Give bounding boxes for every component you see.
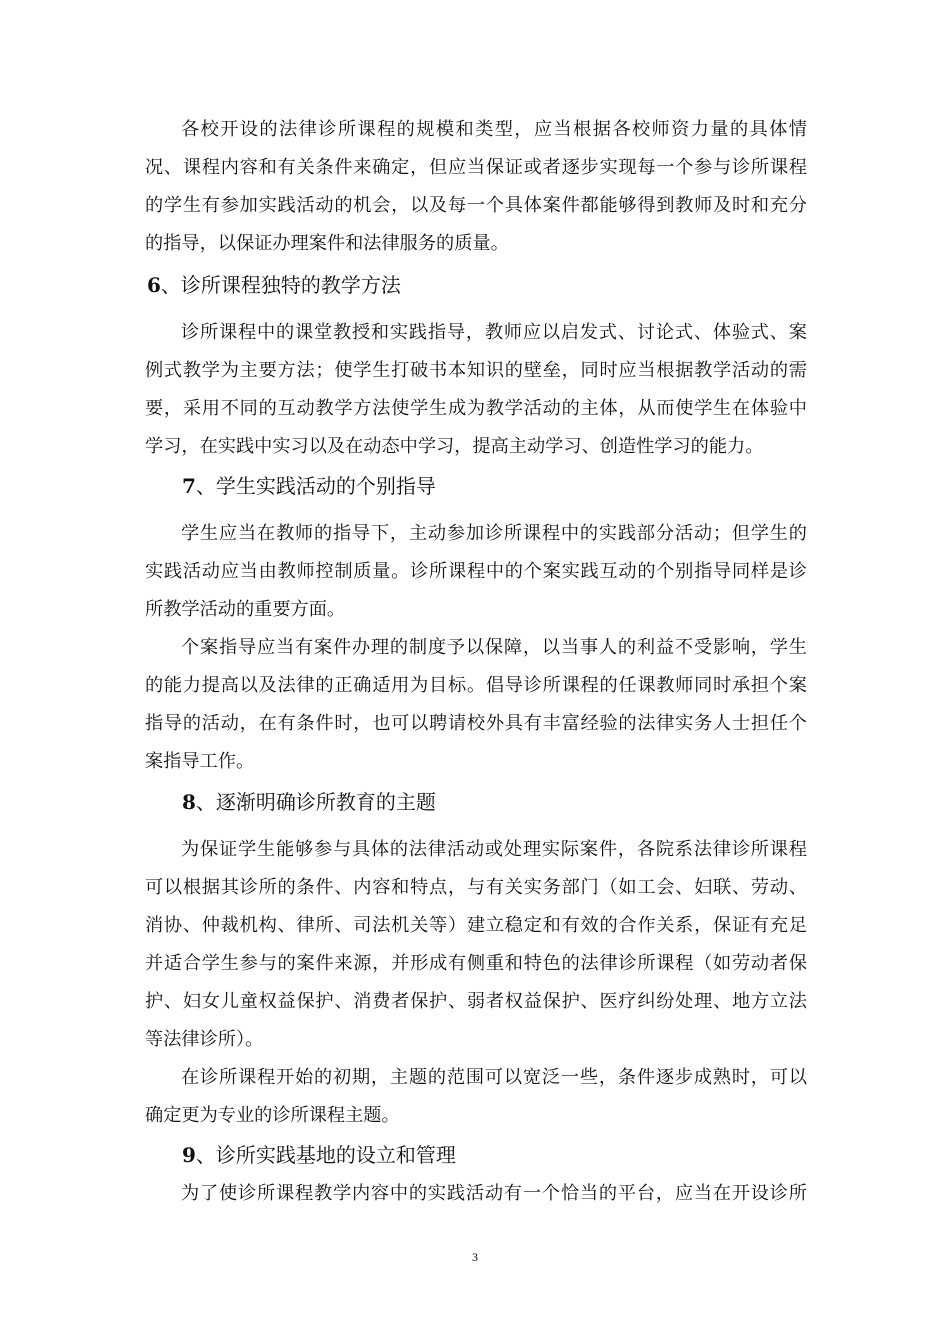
- paragraph-1-line-3: 的学生有参加实践活动的机会，以及每一个具体案件都能够得到教师及时和充分: [145, 195, 807, 216]
- section-title: 、诊所实践基地的设立和管理: [195, 1143, 456, 1167]
- section-title: 、逐渐明确诊所教育的主题: [195, 790, 436, 814]
- paragraph-3-line-3: 所教学活动的重要方面。: [145, 599, 346, 620]
- paragraph-2-line-1: 诊所课程中的课堂教授和实践指导，教师应以启发式、讨论式、体验式、案: [181, 322, 807, 343]
- section-number: 8: [182, 790, 196, 814]
- paragraph-5-line-1: 为保证学生能够参与具体的法律活动或处理实际案件，各院系法律诊所课程: [181, 839, 807, 860]
- paragraph-5-line-3: 消协、仲裁机构、律所、司法机关等）建立稳定和有效的合作关系，保证有充足: [145, 915, 807, 936]
- paragraph-2-line-4: 学习，在实践中实习以及在动态中学习，提高主动学习、创造性学习的能力。: [145, 436, 764, 457]
- paragraph-6-line-1: 在诊所课程开始的初期，主题的范围可以宽泛一些，条件逐步成熟时，可以: [181, 1067, 807, 1088]
- paragraph-5-line-2: 可以根据其诊所的条件、内容和特点，与有关实务部门（如工会、妇联、劳动、: [145, 877, 807, 898]
- paragraph-7-line-1: 为了使诊所课程教学内容中的实践活动有一个恰当的平台，应当在开设诊所: [181, 1183, 807, 1204]
- section-number: 7: [182, 474, 196, 498]
- paragraph-5-line-4: 并适合学生参与的案件来源，并形成有侧重和特色的法律诊所课程（如劳动者保: [145, 953, 807, 974]
- section-title: 、学生实践活动的个别指导: [195, 474, 436, 498]
- paragraph-5-line-5: 护、妇女儿童权益保护、消费者保护、弱者权益保护、医疗纠纷处理、地方立法: [145, 991, 807, 1012]
- paragraph-3-line-2: 实践活动应当由教师控制质量。诊所课程中的个案实践互动的个别指导同样是诊: [145, 561, 807, 582]
- paragraph-5-line-6: 等法律诊所）。: [145, 1029, 264, 1050]
- paragraph-1-line-2: 况、课程内容和有关条件来确定，但应当保证或者逐步实现每一个参与诊所课程: [145, 157, 807, 178]
- paragraph-1-line-1: 各校开设的法律诊所课程的规模和类型，应当根据各校师资力量的具体情: [181, 119, 807, 140]
- paragraph-3-line-1: 学生应当在教师的指导下，主动参加诊所课程中的实践部分活动；但学生的: [181, 523, 807, 544]
- page-number: 3: [472, 1250, 478, 1264]
- paragraph-2-line-3: 要，采用不同的互动教学方法使学生成为教学活动的主体，从而使学生在体验中: [145, 398, 807, 419]
- section-heading-7: [182, 469, 436, 503]
- paragraph-2-line-2: 例式教学为主要方法；使学生打破书本知识的壁垒，同时应当根据教学活动的需: [145, 360, 807, 381]
- paragraph-4-line-1: 个案指导应当有案件办理的制度予以保障，以当事人的利益不受影响，学生: [181, 637, 807, 658]
- section-heading-6: [147, 268, 401, 302]
- section-heading-8: [182, 785, 436, 819]
- section-number: 9: [182, 1143, 196, 1167]
- paragraph-6-line-2: 确定更为专业的诊所课程主题。: [145, 1105, 400, 1126]
- section-title: 、诊所课程独特的教学方法: [160, 273, 401, 297]
- section-heading-9: [182, 1138, 456, 1172]
- paragraph-4-line-4: 案指导工作。: [145, 751, 255, 772]
- paragraph-4-line-3: 指导的活动，在有条件时，也可以聘请校外具有丰富经验的法律实务人士担任个: [145, 713, 807, 734]
- paragraph-4-line-2: 的能力提高以及法律的正确适用为目标。倡导诊所课程的任课教师同时承担个案: [145, 675, 807, 696]
- paragraph-1-line-4: 的指导，以保证办理案件和法律服务的质量。: [145, 233, 509, 254]
- section-number: 6: [147, 273, 161, 297]
